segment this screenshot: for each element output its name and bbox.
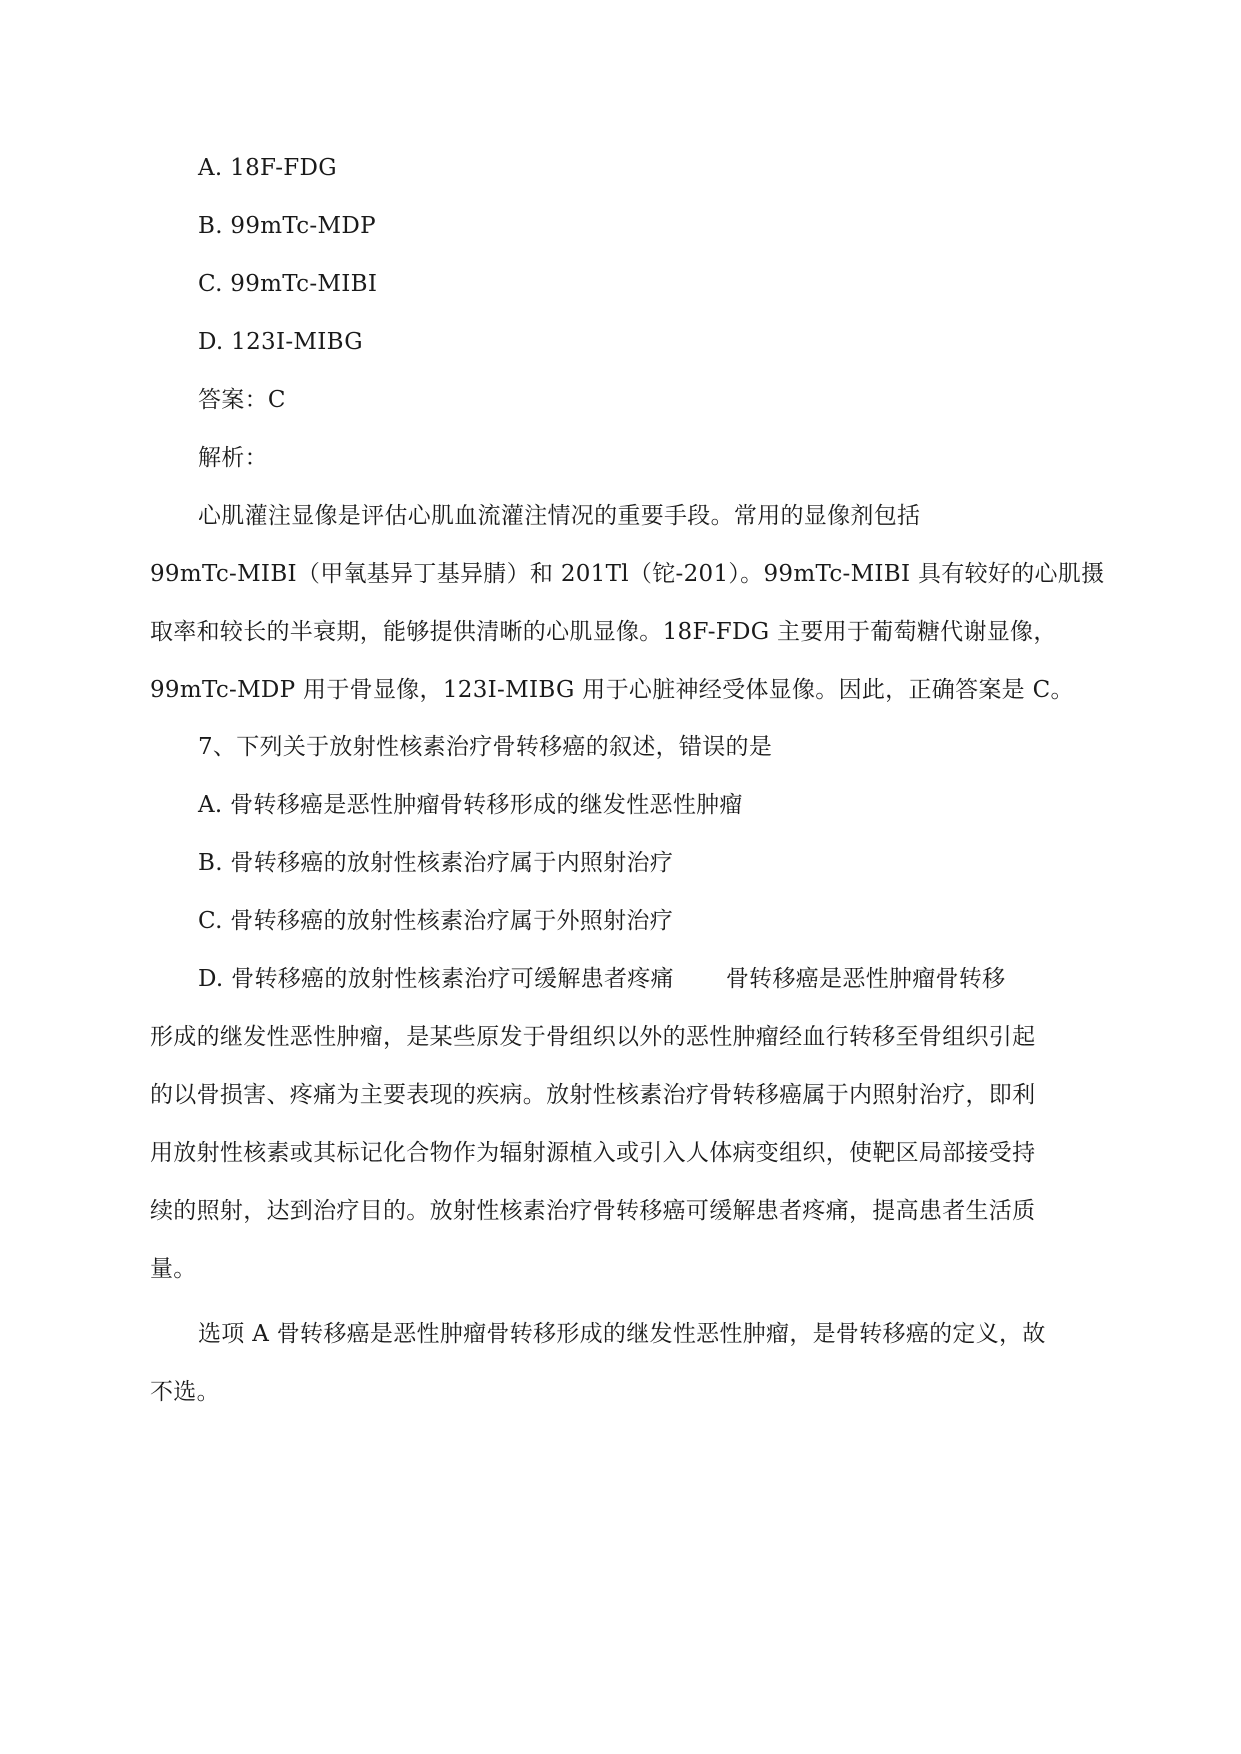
q7-explanation-line: 续的照射，达到治疗目的。放射性核素治疗骨转移癌可缓解患者疼痛，提高患者生活质	[150, 1198, 1036, 1224]
q6-analysis-line: 99mTc-MDP 用于骨显像，123I-MIBG 用于心脏神经受体显像。因此，正确答案是 C。	[150, 677, 1074, 703]
q7-explanation-line: 的以骨损害、疼痛为主要表现的疾病。放射性核素治疗骨转移癌属于内照射治疗，即利	[150, 1082, 1036, 1108]
q6-analysis-label: 解析：	[198, 445, 268, 471]
q7-option-a-note: 不选。	[150, 1379, 220, 1405]
q7-explanation-line: 量。	[150, 1256, 197, 1282]
q6-analysis-line: 取率和较长的半衰期，能够提供清晰的心肌显像。18F-FDG 主要用于葡萄糖代谢显像，	[150, 619, 1057, 645]
q7-option-a-note: 选项 A 骨转移癌是恶性肿瘤骨转移形成的继发性恶性肿瘤，是骨转移癌的定义，故	[198, 1321, 1046, 1347]
q7-explanation-start: 骨转移癌是恶性肿瘤骨转移	[725, 966, 1006, 992]
q6-analysis-line: 心肌灌注显像是评估心肌血流灌注情况的重要手段。常用的显像剂包括	[198, 503, 921, 529]
q7-explanation-line: 形成的继发性恶性肿瘤，是某些原发于骨组织以外的恶性肿瘤经血行转移至骨组织引起	[150, 1024, 1036, 1050]
q6-option-a: A. 18F-FDG	[198, 155, 337, 181]
q6-option-b: B. 99mTc-MDP	[198, 213, 376, 239]
q6-option-d: D. 123I-MIBG	[198, 329, 363, 355]
q7-option-c: C. 骨转移癌的放射性核素治疗属于外照射治疗	[198, 908, 674, 934]
q7-option-a: A. 骨转移癌是恶性肿瘤骨转移形成的继发性恶性肿瘤	[198, 792, 743, 818]
q6-analysis-line: 99mTc-MIBI（甲氧基异丁基异腈）和 201Tl（铊-201）。99mTc-MIBI 具有较好的心肌摄	[150, 561, 1105, 587]
q7-question: 7、下列关于放射性核素治疗骨转移癌的叙述，错误的是	[198, 734, 773, 760]
q7-option-d-line	[198, 964, 1005, 994]
q7-option-d: D. 骨转移癌的放射性核素治疗可缓解患者疼痛	[198, 966, 674, 992]
q7-option-b: B. 骨转移癌的放射性核素治疗属于内照射治疗	[198, 850, 674, 876]
q7-explanation-line: 用放射性核素或其标记化合物作为辐射源植入或引入人体病变组织，使靶区局部接受持	[150, 1140, 1036, 1166]
q6-option-c: C. 99mTc-MIBI	[198, 271, 378, 297]
q6-answer: 答案：C	[198, 387, 286, 413]
